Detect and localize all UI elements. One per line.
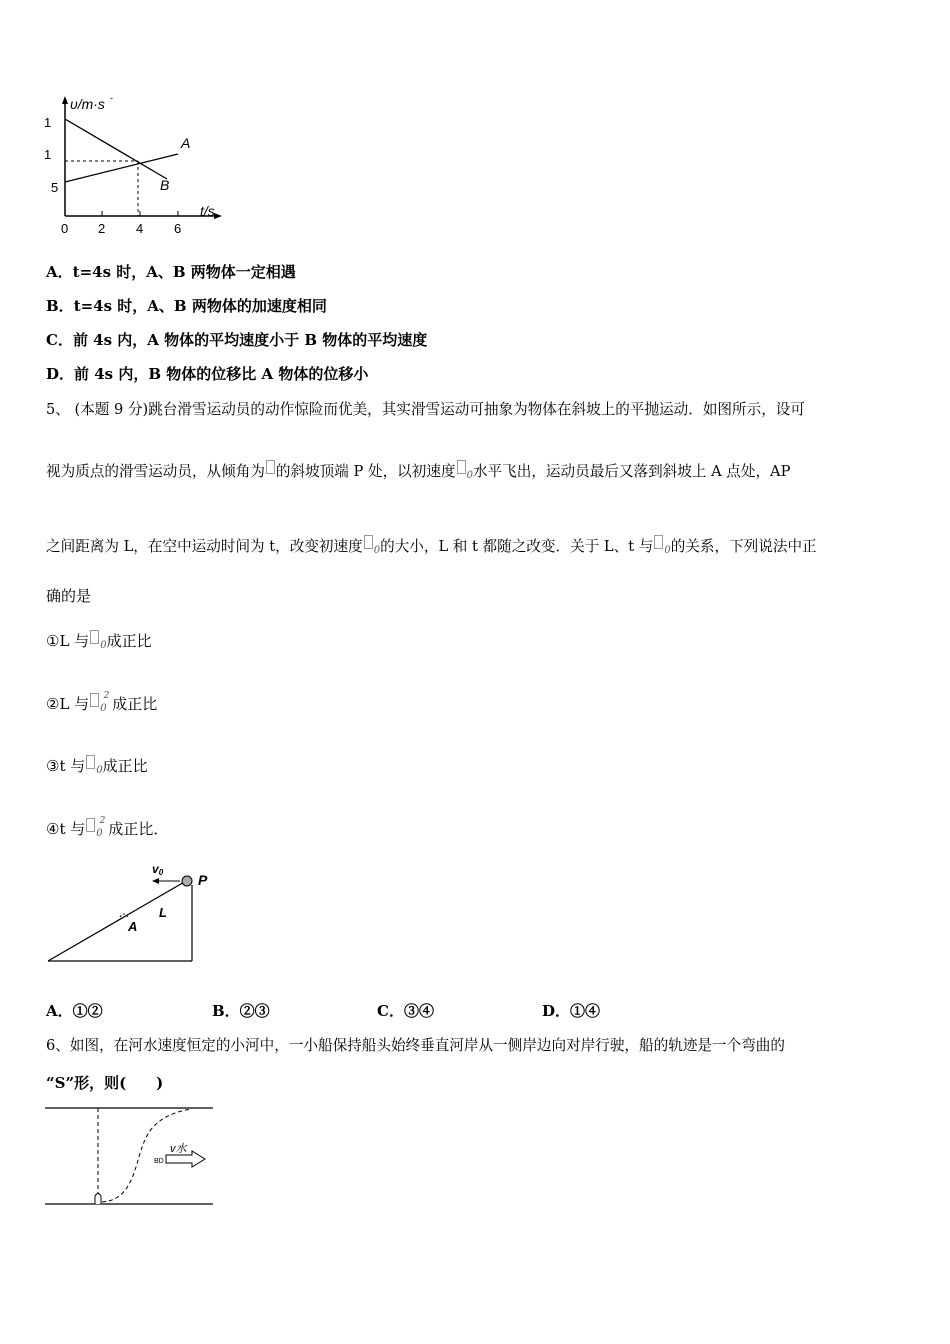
- q5-line-2: 视为质点的滑雪运动员，从倾角为 的斜坡顶端 P 处，以初速度 $_0$水平飞出，运动员最后又落到斜坡上 A 点处，AP: [46, 460, 790, 481]
- v0-placeholder-icon: [90, 693, 99, 707]
- q5-statement-4: ④t 与 $_0^2$ 成正比．: [46, 816, 169, 839]
- x-tick-4: 4: [136, 221, 144, 236]
- line-a-label: A: [181, 135, 191, 151]
- theta-placeholder-icon: [266, 460, 275, 474]
- q6-line-2: “S”形，则( ): [46, 1074, 164, 1092]
- boat-icon: [95, 1194, 101, 1205]
- river-figure: [40, 1100, 220, 1215]
- x-tick-6: 6: [174, 221, 182, 236]
- q5-statement-2: ②L 与 $_0^2$ 成正比: [46, 691, 158, 714]
- point-p-label: P: [198, 872, 208, 888]
- x-axis-label: t/s: [200, 203, 215, 219]
- q5-line-4: 确的是: [46, 587, 92, 605]
- q5-statement-3: ③t 与 $_0$成正比: [46, 757, 148, 776]
- q4-option-c[interactable]: C．前 4s 内，A 物体的平均速度小于 B 物体的平均速度: [46, 331, 428, 349]
- v0-placeholder-icon: [364, 535, 373, 549]
- v0-placeholder-icon: [457, 460, 466, 474]
- v0-placeholder-icon: [86, 818, 95, 832]
- y-tick-1: 1: [44, 115, 52, 130]
- v0-placeholder-icon: [654, 535, 663, 549]
- q4-option-b[interactable]: B．t=4s 时，A、B 两物体的加速度相同: [46, 297, 327, 315]
- q5-option-d[interactable]: D．①④: [542, 1002, 601, 1020]
- q4-option-d[interactable]: D．前 4s 内，B 物体的位移比 A 物体的位移小: [46, 365, 369, 383]
- y-tick-3: 5: [51, 180, 59, 195]
- v0-label: v0: [152, 862, 164, 877]
- x-axis-arrow: [214, 213, 222, 219]
- q6-line-1: 6、如图，在河水速度恒定的小河中，一小船保持船头始终垂直河岸从一侧岸边向对岸行驶，船的轨迹是一个弯曲的: [46, 1037, 785, 1054]
- point-a-label: A: [128, 919, 138, 934]
- water-velocity-label: v水: [170, 1143, 187, 1155]
- x-tick-2: 2: [98, 221, 106, 236]
- small-label: BD: [154, 1158, 164, 1165]
- y-axis-label: υ/m·s: [70, 96, 105, 112]
- slope-incline: [48, 881, 186, 961]
- q5-option-b[interactable]: B．②③: [212, 1002, 270, 1020]
- y-tick-2: 1: [44, 147, 52, 162]
- y-axis-arrow: [62, 96, 68, 104]
- skier-ball-icon: [182, 876, 192, 886]
- velocity-time-graph: [30, 92, 230, 242]
- distance-l-label: L: [159, 905, 167, 920]
- v0-placeholder-icon: [86, 755, 95, 769]
- q5-statement-1: ①L 与 $_0$成正比: [46, 632, 152, 651]
- ski-slope-figure: [40, 855, 230, 970]
- q5-option-a[interactable]: A．①②: [46, 1002, 103, 1020]
- q5-line-3: 之间距离为 L，在空中运动时间为 t，改变初速度 $_0$的大小，L 和 t 都随之改变．关于 L、t 与 $_0$的关系，下列说法中正: [46, 535, 817, 556]
- q4-option-a[interactable]: A．t=4s 时，A、B 两物体一定相遇: [46, 263, 296, 281]
- q5-option-c[interactable]: C．③④: [377, 1002, 434, 1020]
- v0-placeholder-icon: [90, 630, 99, 644]
- y-axis-label-sup: -: [110, 93, 113, 103]
- q5-line-1: 5、 (本题 9 分)跳台滑雪运动员的动作惊险而优美，其实滑雪运动可抽象为物体在斜坡上的平抛运动．如图所示，设可: [46, 401, 805, 418]
- x-tick-0: 0: [61, 221, 69, 236]
- line-b-label: B: [160, 177, 170, 193]
